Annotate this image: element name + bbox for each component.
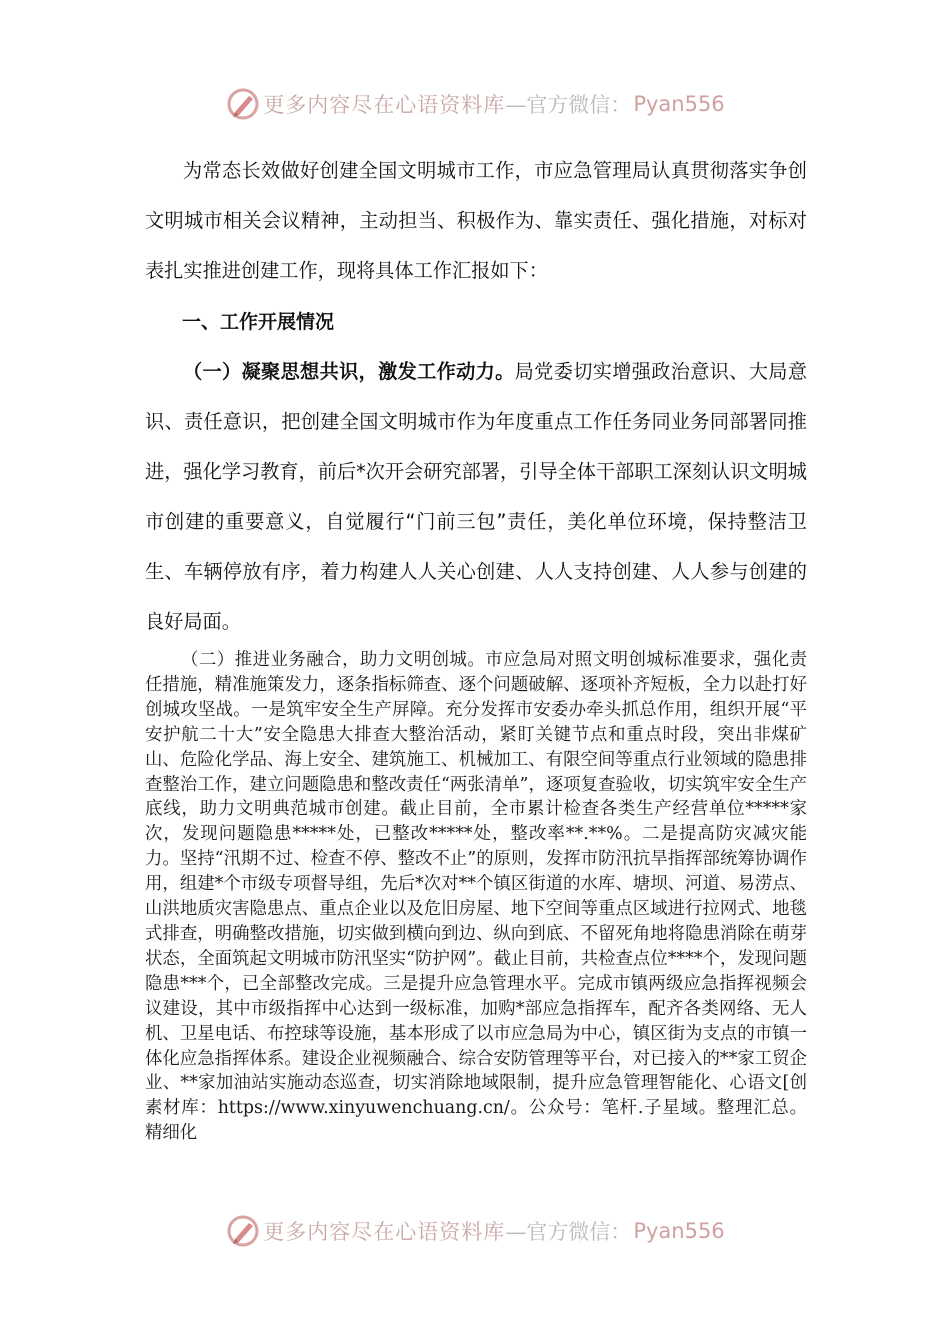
pen-logo-icon xyxy=(225,86,261,122)
watermark-text: 更多内容尽在心语资料库 xyxy=(263,1220,506,1244)
intro-paragraph: 为常态长效做好创建全国文明城市工作，市应急管理局认真贯彻落实争创文明城市相关会议精神，主动担当、积极作为、靠实责任、强化措施，对标对表扎实推进创建工作，现将具体工作汇报如下： xyxy=(145,159,807,282)
item2-paragraph: （二）推进业务融合，助力文明创城。市应急局对照文明创城标准要求，强化责任措施，精准施策发力，逐条指标筛查、逐个问题破解、逐项补齐短板，全力以赴打好创城攻坚战。一是筑牢安全生产屏障。充分发挥市安委办牵头抓总作用，组织开展“平安护航二十大”安全隐患大排查大整治活动，紧盯关键节点和重点时段，突出非煤矿山、危险化学品、海上安全、建筑施工、机械加工、有限空间等重点行业领域的隐患排查整治工作，建立问题隐患和整改责任“两张清单”，逐项复查验收，切实筑牢安全生产底线，助力文明典范城市创建。截止目前，全市累计检查各类生产经营单位*****家次，发现问题隐患*****处，已整改*****处，整改率**.**%。二是提高防灾减灾能力。坚持“汛期不过、检查不停、整改不止”的原则，发挥市防汛抗旱指挥部统筹协调作用，组建*个市级专项督导组，先后*次对**个镇区街道的水库、塘坝、河道、易涝点、山洪地质灾害隐患点、重点企业以及危旧房屋、地下空间等重点区域进行拉网式、地毯式排查，明确整改措施，切实做到横向到边、纵向到底、不留死角地将隐患消除在萌芽状态，全面筑起文明城市防汛坚实“防护网”。截止目前，共检查点位****个，发现问题隐患***个，已全部整改完成。三是提升应急管理水平。完成市镇两级应急指挥视频会议建设，其中市级指挥中心达到一级标准，加购*部应急指挥车，配齐各类网络、无人机、卫星电话、布控球等设施，基本形成了以市应急局为中心，镇区街为支点的市镇一体化应急指挥体系。建设企业视频融合、综合安防管理等平台，对已接入的**家工贸企业、**家加油站实施动态巡查，切实消除地域限制，提升应急管理智能化、心语文[创素材库：https://www.xinyuwenchuang.cn/。公众号：笔杆.子星域。整理汇总。精细化 xyxy=(145,650,807,1144)
section-heading: 一、工作开展情况 xyxy=(182,311,335,333)
watermark-banner-top xyxy=(0,84,950,124)
item1-body: 局党委切实增强政治意识、大局意识、责任意识，把创建全国文明城市作为年度重点工作任务同业务同部署同推进，强化学习教育，前后*次开会研究部署，引导全体干部职工深刻认识文明城市创建的重要意义，自觉履行“门前三包”责任，美化单位环境，保持整洁卫生、车辆停放有序，着力构建人人关心创建、人人支持创建、人人参与创建的良好局面。 xyxy=(145,360,807,633)
item1-paragraph xyxy=(145,347,807,647)
watermark-dash: —官方微信： xyxy=(505,93,632,117)
pen-logo-icon xyxy=(225,1213,261,1249)
watermark-dash: —官方微信： xyxy=(505,1220,632,1244)
watermark-banner-bottom xyxy=(0,1211,950,1251)
watermark-id: Pyan556 xyxy=(633,1219,725,1243)
item1-lead: （一）凝聚思想共识，激发工作动力。 xyxy=(183,360,515,383)
watermark-text: 更多内容尽在心语资料库 xyxy=(263,93,506,117)
watermark-id: Pyan556 xyxy=(633,92,725,116)
